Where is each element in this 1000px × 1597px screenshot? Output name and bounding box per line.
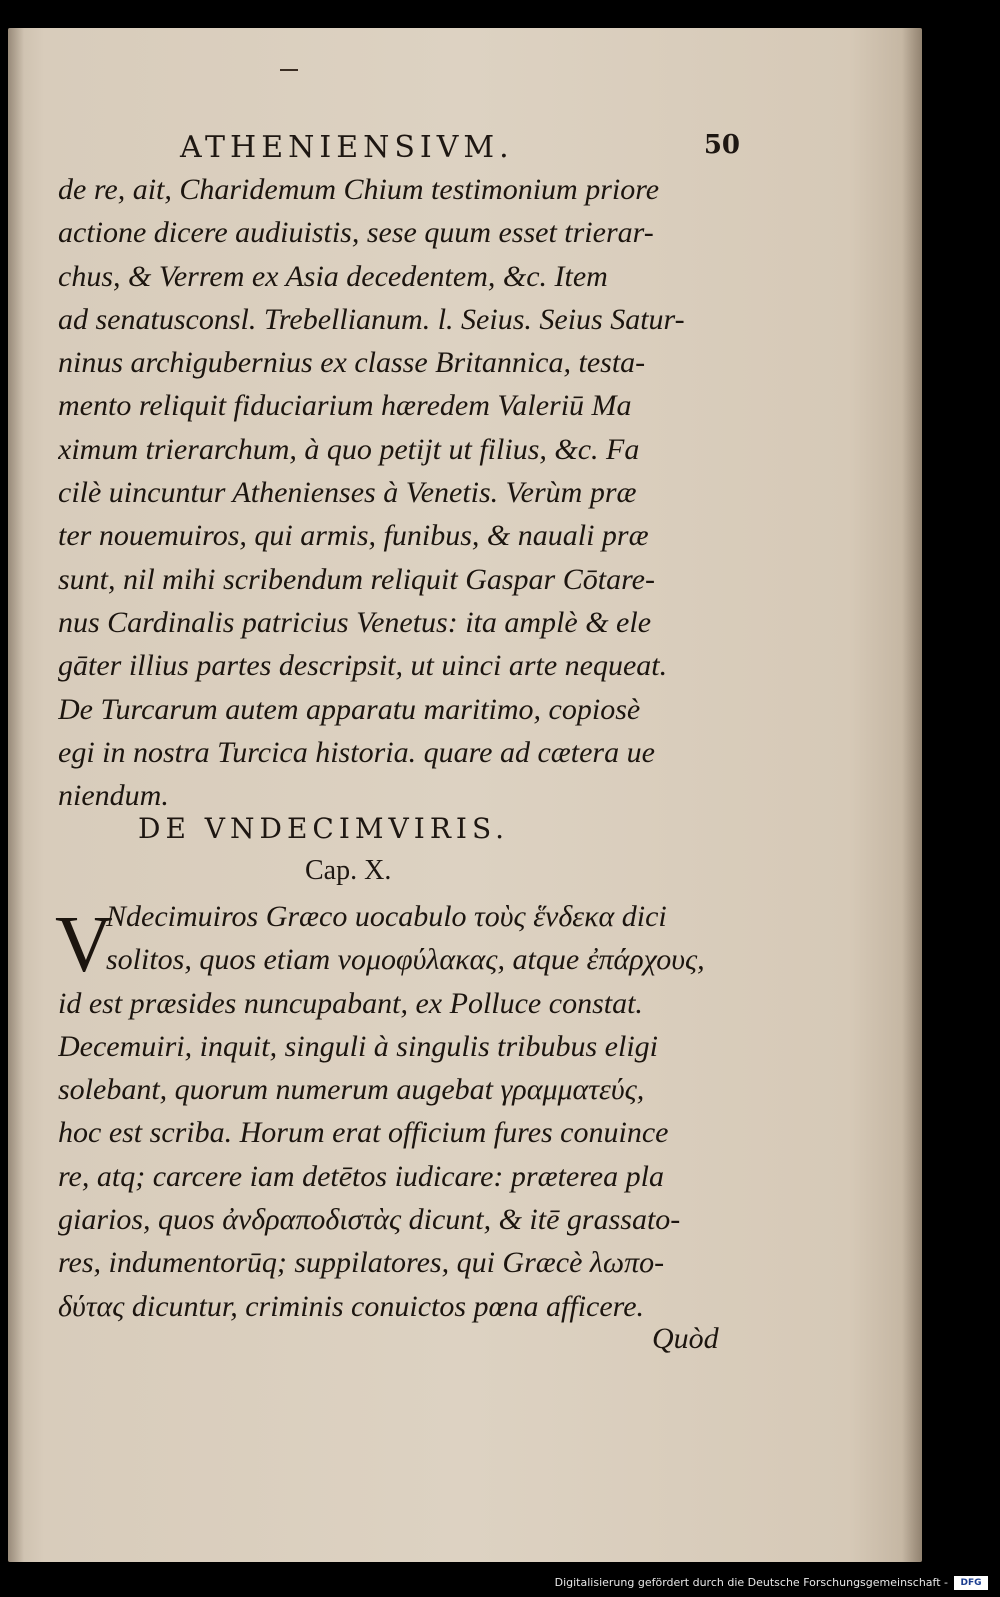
text-line: Ndecimuiros Græco uocabulo τοὺς ἕνδεκα dici [106, 900, 667, 933]
text-line: gāter illius partes descripsit, ut uinci arte nequeat. [58, 649, 668, 683]
text-line: nus Cardinalis patricius Venetus: ita amplè & ele [58, 605, 652, 639]
funding-credit: Digitalisierung gefördert durch die Deutsche Forschungsgemeinschaft - [554, 1576, 948, 1589]
page-edge-shadow [902, 28, 922, 1562]
dfg-logo: DFG [954, 1576, 988, 1590]
text-line: δύτας dicuntur, criminis conuictos pœna afficere. [58, 1289, 645, 1323]
running-head: ATHENIENSIVM. [180, 130, 514, 165]
text-line: solitos, quos etiam νομοφύλακας, atque ἐπάρχους, [106, 943, 705, 977]
text-line: res, indumentorūq; suppilatores, qui Græcè λωπο- [58, 1246, 665, 1280]
text-line: Decemuiri, inquit, singuli à singulis tribubus eligi [58, 1029, 658, 1063]
chapter-number: Cap. X. [305, 855, 392, 886]
section-text [58, 895, 748, 1328]
text-line: egi in nostra Turcica historia. quare ad cætera ue [58, 735, 655, 769]
text-line: solebant, quorum numerum augebat γραμματεύς, [58, 1073, 645, 1107]
text-line: chus, & Verrem ex Asia decedentem, &c. Item [58, 259, 608, 293]
section-heading: DE VNDECIMVIRIS. [138, 812, 510, 845]
text-line: cilè uincuntur Athenienses à Venetis. Verùm præ [58, 476, 637, 510]
text-line: actione dicere audiuistis, sese quum esset trierar- [58, 216, 654, 250]
text-line: ninus archigubernius ex classe Britannica, testa- [58, 346, 646, 380]
text-line: giarios, quos ἀνδραποδιστὰς dicunt, & itē grassato- [58, 1203, 681, 1237]
text-line: mento reliquit fiduciarium hæredem Valeriū Ma [58, 389, 632, 423]
body-text [58, 168, 748, 817]
page-header [180, 130, 740, 170]
drop-initial: V [55, 901, 113, 989]
text-line: De Turcarum autem apparatu maritimo, copiosè [58, 692, 641, 726]
text-line: niendum. [58, 779, 169, 813]
text-line: de re, ait, Charidemum Chium testimonium priore [58, 173, 660, 206]
text-line: ad senatusconsl. Trebellianum. l. Seius. Seius Satur- [58, 302, 685, 336]
catchword: Quòd [652, 1322, 719, 1355]
text-line: ximum trierarchum, à quo petijt ut filius, &c. Fa [58, 432, 640, 466]
text-line: re, atq; carcere iam detētos iudicare: præterea pla [58, 1159, 664, 1193]
page-number: 50 [703, 130, 740, 160]
ink-mark [280, 69, 298, 71]
footer-bar [0, 1567, 1000, 1597]
text-line: id est præsides nuncupabant, ex Polluce constat. [58, 986, 643, 1020]
text-line: sunt, nil mihi scribendum reliquit Gaspar Cōtare- [58, 562, 655, 596]
gutter-shadow [8, 28, 24, 1562]
text-line: ter nouemuiros, qui armis, funibus, & nauali præ [58, 519, 649, 553]
text-line: hoc est scriba. Horum erat officium fures conuince [58, 1116, 669, 1150]
